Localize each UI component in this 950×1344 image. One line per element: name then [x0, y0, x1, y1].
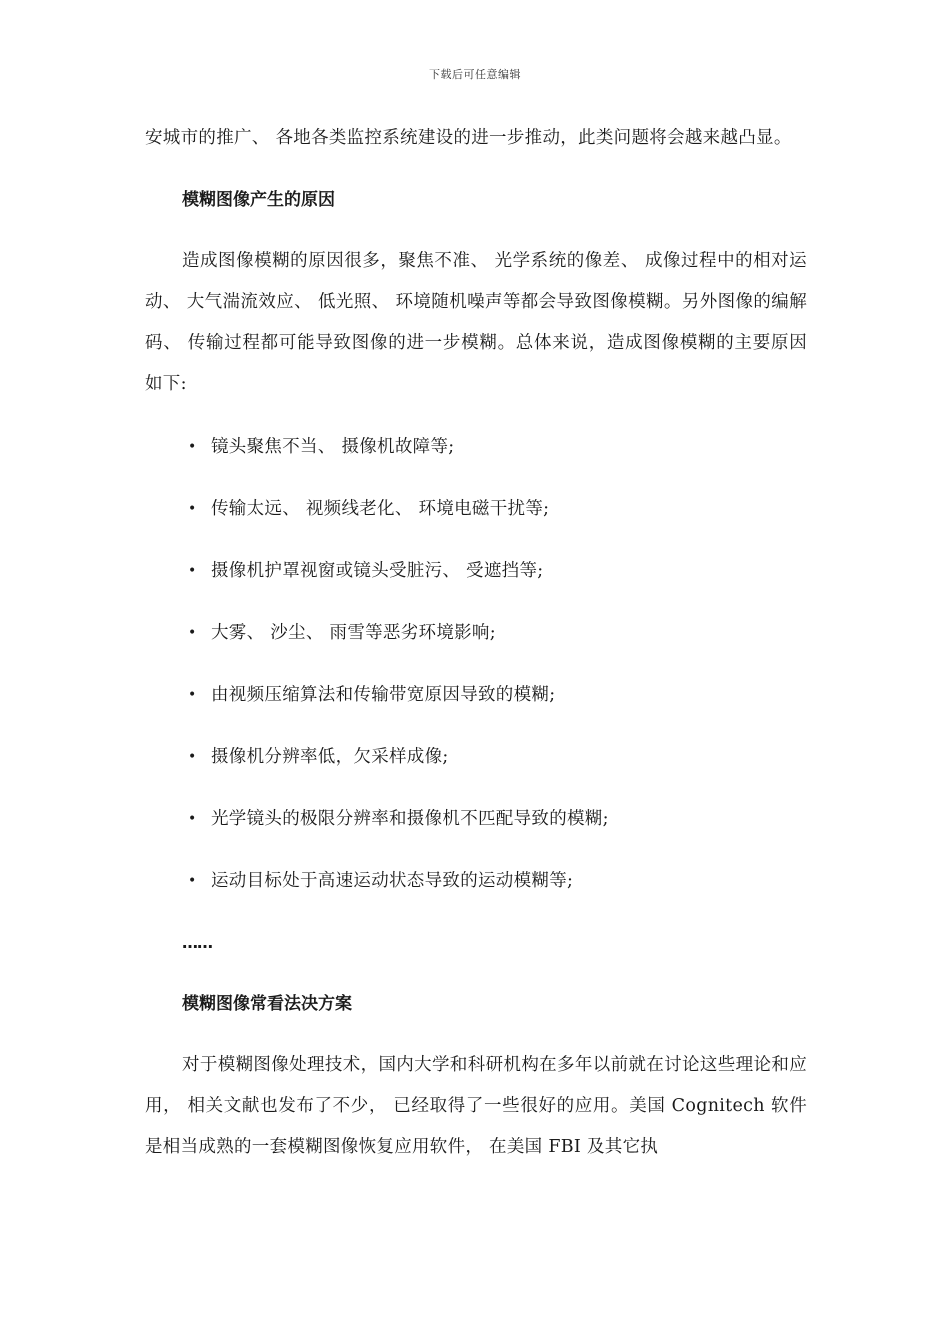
solutions-heading: 模糊图像常看法决方案 — [182, 994, 352, 1014]
list-item: • 传输太远、 视频线老化、 环境电磁干扰等; — [145, 489, 807, 529]
bullet-icon: • — [188, 873, 197, 889]
bullet-icon: • — [188, 811, 197, 827]
list-item: • 由视频压缩算法和传输带宽原因导致的模糊; — [145, 675, 807, 715]
bullet-icon: • — [188, 687, 197, 703]
list-item: • 大雾、 沙尘、 雨雪等恶劣环境影响; — [145, 613, 807, 653]
page-header: 下载后可任意编辑 — [429, 68, 521, 81]
intro-paragraph: 安城市的推广、 各地各类监控系统建设的进一步推动，此类问题将会越来越凸显。 — [145, 128, 792, 148]
list-item: • 摄像机分辨率低，欠采样成像; — [145, 737, 807, 777]
list-item: • 运动目标处于高速运动状态导致的运动模糊等; — [145, 861, 807, 901]
list-item: • 镜头聚焦不当、 摄像机故障等; — [145, 427, 807, 467]
solutions-paragraph: 对于模糊图像处理技术，国内大学和科研机构在多年以前就在讨论这些理论和应用， 相关文献也发布了不少， 已经取得了一些很好的应用。美国 Cognitech 软件是相当成熟的一套模糊图像恢复应用软件， 在美国 FBI 及其它执 — [145, 1055, 807, 1157]
causes-list — [145, 427, 807, 901]
bullet-icon: • — [188, 625, 197, 641]
bullet-icon: • — [188, 439, 197, 455]
causes-paragraph: 造成图像模糊的原因很多，聚焦不准、 光学系统的像差、 成像过程中的相对运动、 大气湍流效应、 低光照、 环境随机噪声等都会导致图像模糊。另外图像的编解码、 传输过程都可能导致图像的进一步模糊。总体来说，造成图像模糊的主要原因如下: — [145, 251, 807, 394]
document-body — [145, 118, 807, 1168]
list-item: • 光学镜头的极限分辨率和摄像机不匹配导致的模糊; — [145, 799, 807, 839]
bullet-icon: • — [188, 501, 197, 517]
list-item: • 摄像机护罩视窗或镜头受脏污、 受遮挡等; — [145, 551, 807, 591]
bullet-icon: • — [188, 749, 197, 765]
ellipsis-text: …… — [182, 933, 212, 952]
bullet-icon: • — [188, 563, 197, 579]
causes-heading: 模糊图像产生的原因 — [182, 190, 335, 210]
